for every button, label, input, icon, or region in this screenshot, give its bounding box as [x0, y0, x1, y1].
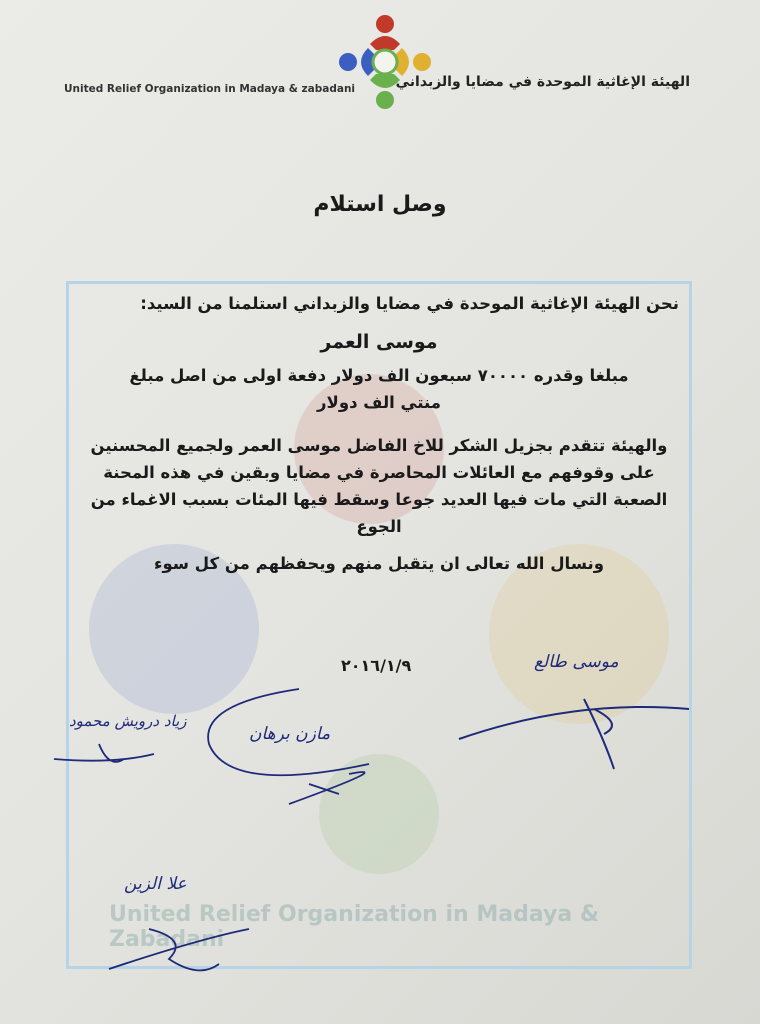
intro-line: نحن الهيئة الإغاثية الموحدة في مضايا والزبداني استلمنا من السيد:	[140, 294, 679, 313]
signature	[109, 909, 259, 969]
signature-name: موسى طالع	[534, 652, 619, 672]
receipt-date: ٢٠١٦/١/٩	[341, 656, 412, 675]
signature-name: زياد درويش محمود	[69, 712, 187, 730]
recipient-name: موسى العمر	[320, 331, 438, 353]
org-name-en: United Relief Organization in Madaya & zabadani	[64, 83, 356, 95]
signature	[454, 679, 694, 769]
thanks-text: والهيئة تتقدم بجزيل الشكر للاخ الفاضل موسى العمر ولجميع المحسنين على وقوفهم مع العائلات المحاصرة في مضايا وبقين في هذه المحنة الصعبة التي مات فيها العديد جوعا وسقط فيها المئات بسبب الاغماء من الجوع	[90, 436, 668, 536]
prayer-text: ونسال الله تعالى ان يتقبل منهم ويحفظهم من كل سوء	[154, 554, 604, 573]
org-name-ar: الهيئة الإغاثية الموحدة في مضايا والزبداني	[395, 74, 690, 90]
signature	[54, 739, 174, 779]
letterhead	[0, 14, 760, 114]
amount-text: مبلغا وقدره ٧٠٠٠٠ سبعون الف دولار دفعة اولى من اصل مبلغ منتي الف دولار	[129, 366, 629, 412]
signature-name: علا الزين	[124, 874, 187, 894]
organization-logo	[338, 14, 432, 110]
watermark-text: United Relief Organization in Madaya & Zabadani	[109, 902, 600, 952]
signature-name: مازن برهان	[249, 724, 331, 744]
receipt-body	[79, 290, 679, 577]
receipt-box	[66, 281, 692, 969]
signature	[199, 684, 399, 814]
document-title: وصل استلام	[313, 192, 447, 217]
